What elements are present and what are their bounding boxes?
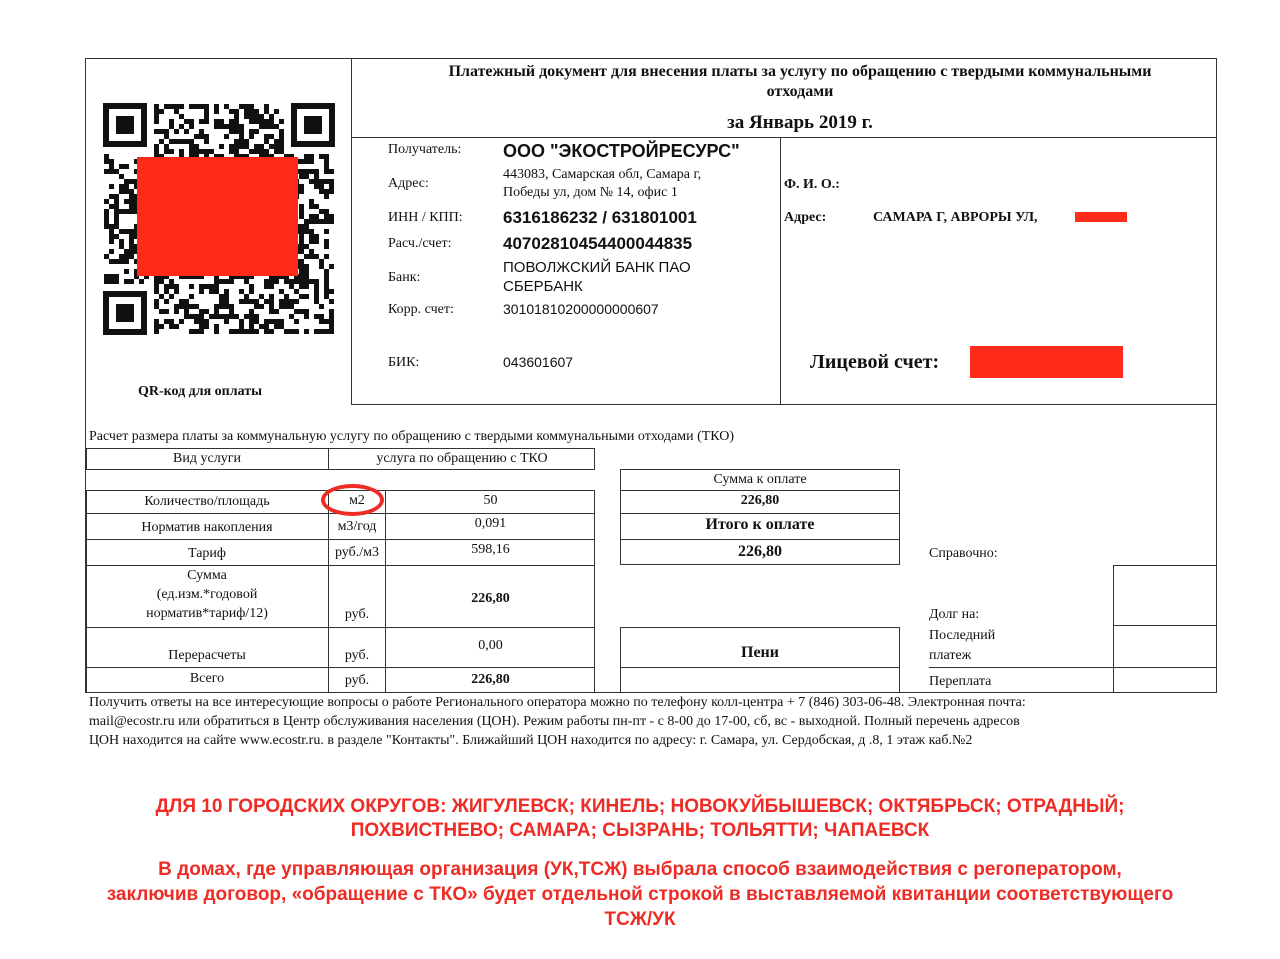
recipient-label: Получатель:: [388, 142, 462, 157]
recalc-label: Перерасчеты: [168, 648, 246, 663]
quantity-unit: м2: [349, 493, 365, 508]
tariff-unit: руб./м3: [334, 545, 379, 560]
calc-row-divider: [86, 667, 595, 668]
reference-title: Справочно:: [929, 546, 998, 561]
sum-label-2: (ед.изм.*годовой: [156, 587, 258, 602]
total-label: Всего: [189, 671, 225, 686]
penalty-divider: [620, 667, 900, 668]
footer-line-3: ЦОН находится на сайте www.ecostr.ru. в разделе "Контакты". Ближайший ЦОН находится по адресу: г. Самара, ул. Сердобская, д .8, 1 этаж каб.№2: [89, 733, 973, 748]
bank-line1: ПОВОЛЖСКИЙ БАНК ПАО: [503, 259, 691, 276]
total-unit: руб.: [344, 673, 370, 688]
sum-value: 226,80: [471, 591, 510, 606]
footer-line-2: mail@ecostr.ru или обратиться в Центр обслуживания населения (ЦОН). Режим работы пн-пт - с 8-00 до 17-00, сб, вс - выходной. Полный перечень адресов: [89, 714, 1020, 729]
inn-kpp-value: 6316186232 / 631801001: [503, 208, 697, 227]
payment-divider: [620, 513, 900, 514]
account-label: Расч./счет:: [388, 236, 452, 251]
payer-address: САМАРА Г, АВРОРЫ УЛ,: [873, 210, 1038, 225]
reference-left-line: [1113, 565, 1114, 693]
sum-unit: руб.: [344, 607, 370, 622]
recipient-address-line1: 443083, Самарская обл, Самара г,: [503, 167, 702, 182]
bank-label: Банк:: [388, 270, 421, 285]
sum-label-3: норматив*тариф/12): [146, 606, 268, 621]
recipient-address-label: Адрес:: [388, 176, 429, 191]
notice-districts-line2: ПОХВИСТНЕВО; САМАРА; СЫЗРАНЬ; ТОЛЬЯТТИ; ЧАПАЕВСК: [350, 820, 930, 841]
amount-due-label: Сумма к оплате: [713, 472, 807, 487]
total-due-value: 226,80: [738, 543, 782, 560]
calc-title: Расчет размера платы за коммунальную услугу по обращению с твердыми коммунальными отходами (ТКО): [89, 429, 735, 444]
reference-top-line: [1113, 565, 1217, 566]
service-label: Вид услуги: [173, 451, 241, 466]
personal-account-label: Лицевой счет:: [810, 351, 940, 373]
penalty-label: Пени: [741, 644, 779, 661]
notice-districts-line1: ДЛЯ 10 ГОРОДСКИХ ОКРУГОВ: ЖИГУЛЕВСК; КИНЕЛЬ; НОВОКУЙБЫШЕВСК; ОКТЯБРЬСК; ОТРАДНЫЙ;: [155, 796, 1125, 817]
last-payment-label-1: Последний: [929, 628, 996, 643]
tariff-label: Тариф: [188, 546, 226, 561]
bik-label: БИК:: [388, 355, 420, 370]
calc-row-divider: [86, 627, 595, 628]
norm-unit: м3/год: [337, 519, 377, 534]
amount-due-value: 226,80: [740, 493, 780, 508]
recipient-name: ООО "ЭКОСТРОЙРЕСУРС": [503, 141, 740, 161]
corr-value: 30101810200000000607: [503, 301, 659, 317]
reference-divider: [929, 667, 1217, 668]
payment-divider: [620, 539, 900, 540]
document-period: за Январь 2019 г.: [727, 112, 873, 133]
notice-uk-line1: В домах, где управляющая организация (УК,ТСЖ) выбрала способ взаимодействия с регоператором,: [158, 859, 1122, 880]
calc-row-divider: [86, 539, 595, 540]
payer-address-redaction: [1075, 212, 1127, 222]
quantity-label: Количество/площадь: [144, 494, 270, 509]
recalc-value: 0,00: [478, 638, 503, 653]
last-payment-label-2: платеж: [929, 648, 972, 663]
recalc-unit: руб.: [344, 648, 370, 663]
document-title: Платежный документ для внесения платы за услугу по обращению с твердыми коммунальными отходами: [448, 63, 1152, 100]
overpay-label: Переплата: [929, 674, 992, 689]
total-value: 226,80: [471, 672, 510, 687]
notice-uk-line2: заключив договор, «обращение с ТКО» будет отдельной строкой в выставляемой квитанции соответствующего: [106, 884, 1174, 905]
header-divider: [351, 137, 1217, 138]
recipient-payer-divider: [780, 137, 781, 405]
tariff-value: 598,16: [471, 542, 510, 557]
norm-value: 0,091: [474, 516, 507, 531]
personal-account-redaction: [970, 346, 1123, 378]
footer-line-1: Получить ответы на все интересующие вопросы о работе Регионального оператора можно по телефону колл-центра + 7 (846) 303-06-48. Электронная почта:: [89, 695, 1026, 710]
service-value: услуга по обращению с ТКО: [376, 451, 548, 466]
qr-caption: QR-код для оплаты: [137, 384, 263, 399]
unit-highlight-circle: [321, 484, 384, 516]
qr-redaction: [137, 157, 298, 276]
account-value: 40702810454400044835: [503, 234, 693, 253]
calc-row-divider: [86, 565, 595, 566]
debt-label: Долг на:: [929, 607, 980, 622]
corr-label: Корр. счет:: [388, 302, 454, 317]
norm-label: Норматив накопления: [141, 520, 273, 535]
inn-label: ИНН / КПП:: [388, 210, 463, 225]
payment-divider: [620, 490, 900, 491]
quantity-value: 50: [483, 493, 498, 508]
bik-value: 043601607: [503, 354, 574, 370]
payer-address-label: Адрес:: [784, 210, 827, 225]
notice-uk-line3: ТСЖ/УК: [604, 909, 676, 930]
sum-label-1: Сумма: [187, 568, 227, 583]
reference-divider: [1113, 625, 1217, 626]
total-due-label: Итого к оплате: [705, 516, 815, 533]
recipient-address-line2: Победы ул, дом № 14, офис 1: [503, 185, 678, 200]
payer-fio-label: Ф. И. О.:: [784, 177, 840, 192]
bank-line2: СБЕРБАНК: [503, 278, 583, 295]
